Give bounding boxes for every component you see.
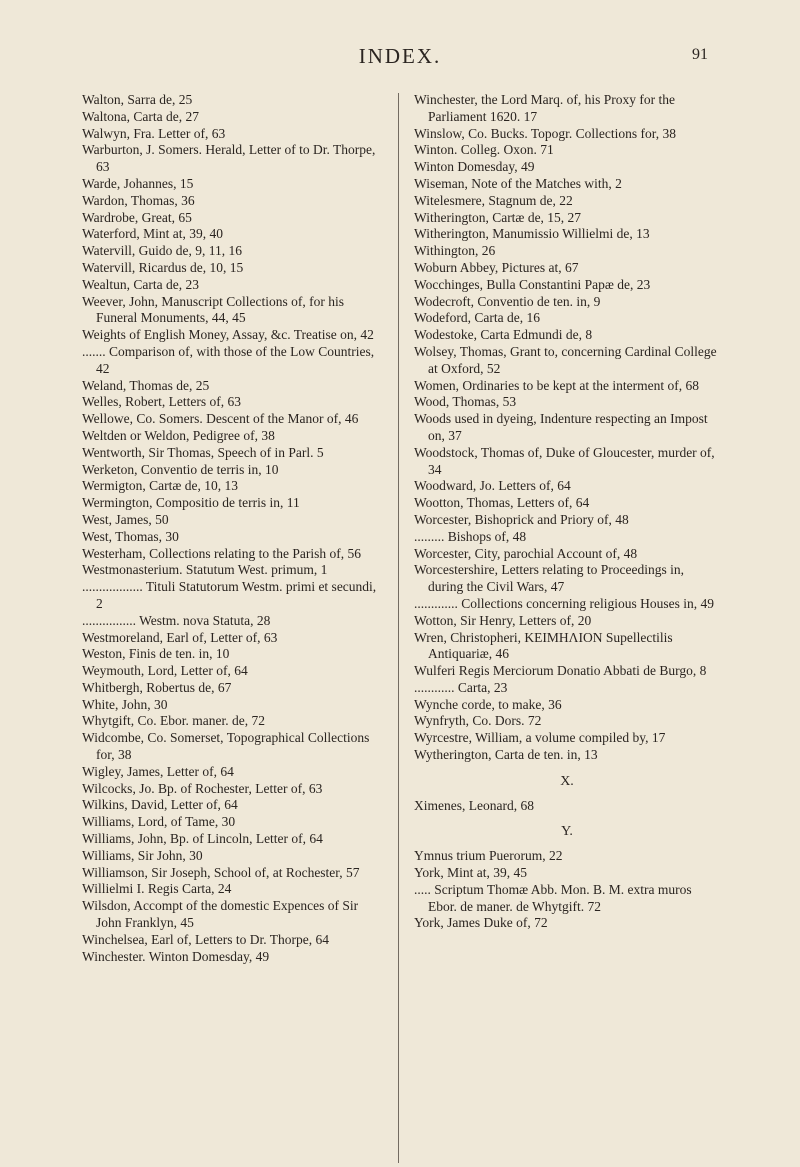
- w-entries: [414, 92, 720, 764]
- index-entry: West, James, 50: [82, 511, 169, 527]
- index-entry: Wilkins, David, Letter of, 64: [82, 797, 238, 813]
- index-entry: Warde, Johannes, 15: [82, 175, 194, 191]
- index-entry: Watervill, Ricardus de, 10, 15: [82, 259, 244, 275]
- index-entry: Wermigton, Cartæ de, 10, 13: [82, 478, 239, 494]
- index-entry: Wellowe, Co. Somers. Descent of the Manor of, 46: [82, 411, 359, 427]
- right-index-column: [414, 92, 720, 932]
- index-entry: Waterford, Mint at, 39, 40: [82, 226, 224, 242]
- y-entries: [414, 848, 720, 932]
- index-entry: Wodeford, Carta de, 16: [414, 310, 540, 326]
- index-entry: Wood, Thomas, 53: [414, 394, 517, 410]
- index-entry: Whytgift, Co. Ebor. maner. de, 72: [82, 713, 265, 729]
- index-entry: Worcester, Bishoprick and Priory of, 48: [414, 511, 629, 527]
- index-entry: Wotton, Sir Henry, Letters of, 20: [414, 612, 592, 628]
- index-entry: Wilsdon, Accompt of the domestic Expences of Sir John Franklyn, 45: [82, 898, 359, 931]
- section-heading-x: X.: [560, 773, 574, 789]
- index-entry: Williams, Sir John, 30: [82, 847, 203, 863]
- index-entry: ............. Collections concerning religious Houses in, 49: [414, 595, 714, 611]
- index-entry: Whitbergh, Robertus de, 67: [82, 679, 232, 695]
- index-entry: Winchester. Winton Domesday, 49: [82, 948, 270, 964]
- index-entry: Willielmi I. Regis Carta, 24: [82, 881, 232, 897]
- index-entry: Ymnus trium Puerorum, 22: [414, 848, 563, 864]
- index-entry: Woburn Abbey, Pictures at, 67: [414, 259, 579, 275]
- index-entry: Wolsey, Thomas, Grant to, concerning Cardinal College at Oxford, 52: [414, 343, 717, 376]
- index-entry: Westerham, Collections relating to the Parish of, 56: [82, 545, 361, 561]
- index-entry: Wodecroft, Conventio de ten. in, 9: [414, 293, 601, 309]
- index-entry: Williams, Lord, of Tame, 30: [82, 814, 236, 830]
- index-entry: Wynche corde, to make, 36: [414, 696, 562, 712]
- index-entry: Williams, John, Bp. of Lincoln, Letter of, 64: [82, 831, 323, 847]
- index-entry: Withington, 26: [414, 243, 496, 259]
- index-entry: Weever, John, Manuscript Collections of, for his Funeral Monuments, 44, 45: [82, 293, 344, 326]
- index-entry: Westmoreland, Earl of, Letter of, 63: [82, 629, 278, 645]
- index-entry: Wulferi Regis Merciorum Donatio Abbati de Burgo, 8: [414, 663, 707, 679]
- index-entry: York, James Duke of, 72: [414, 915, 548, 931]
- index-entry: Watervill, Guido de, 9, 11, 16: [82, 243, 243, 259]
- index-entry: Williamson, Sir Joseph, School of, at Rochester, 57: [82, 864, 360, 880]
- index-entry: Women, Ordinaries to be kept at the interment of, 68: [414, 377, 699, 393]
- index-entry: Weltden or Weldon, Pedigree of, 38: [82, 427, 275, 443]
- index-entry: Warburton, J. Somers. Herald, Letter of to Dr. Thorpe, 63: [82, 142, 376, 175]
- index-entry: Widcombe, Co. Somerset, Topographical Collections for, 38: [82, 730, 370, 763]
- index-entry: Worcester, City, parochial Account of, 48: [414, 545, 638, 561]
- index-entry: Weston, Finis de ten. in, 10: [82, 646, 230, 662]
- index-entry: Wytherington, Carta de ten. in, 13: [414, 747, 598, 763]
- index-entry: Woods used in dyeing, Indenture respecting an Impost on, 37: [414, 411, 708, 443]
- index-entry: Wynfryth, Co. Dors. 72: [414, 713, 542, 729]
- index-entry: White, John, 30: [82, 696, 168, 712]
- index-entry: Winchelsea, Earl of, Letters to Dr. Thorpe, 64: [82, 931, 330, 947]
- index-entry: Winton. Colleg. Oxon. 71: [414, 142, 554, 158]
- index-entry: Witherington, Manumissio Willielmi de, 13: [414, 226, 650, 242]
- index-entry: Worcestershire, Letters relating to Proceedings in, during the Civil Wars, 47: [414, 562, 684, 595]
- index-entry: Wardrobe, Great, 65: [82, 209, 192, 225]
- index-entry: ............ Carta, 23: [414, 679, 508, 695]
- index-entry: Woodward, Jo. Letters of, 64: [414, 478, 571, 494]
- index-entry: West, Thomas, 30: [82, 528, 179, 544]
- index-entry: Wootton, Thomas, Letters of, 64: [414, 495, 590, 511]
- index-entry: York, Mint at, 39, 45: [414, 865, 528, 881]
- index-entry: Winslow, Co. Bucks. Topogr. Collections for, 38: [414, 125, 676, 141]
- section-heading-y: Y.: [561, 824, 573, 840]
- running-title: INDEX.: [358, 44, 442, 68]
- index-entry: Walwyn, Fra. Letter of, 63: [82, 125, 226, 141]
- index-entry: Winchester, the Lord Marq. of, his Proxy for the Parliament 1620. 17: [414, 92, 675, 124]
- index-entry: Wermington, Compositio de terris in, 11: [82, 495, 300, 511]
- index-entry: Walton, Sarra de, 25: [82, 92, 193, 107]
- index-entry: Witherington, Cartæ de, 15, 27: [414, 209, 582, 225]
- index-entry: Wilcocks, Jo. Bp. of Rochester, Letter of, 63: [82, 780, 323, 796]
- index-entry: .................. Tituli Statutorum Westm. primi et secundi, 2: [82, 579, 377, 611]
- index-entry: Wocchinges, Bulla Constantini Papæ de, 23: [414, 276, 651, 292]
- index-entry: Westmonasterium. Statutum West. primum, 1: [82, 562, 328, 578]
- index-entry: Waltona, Carta de, 27: [82, 108, 199, 124]
- index-entry: ......... Bishops of, 48: [414, 528, 527, 544]
- index-entry: Welles, Robert, Letters of, 63: [82, 394, 241, 410]
- left-index-column: [82, 92, 384, 965]
- index-entry: Weymouth, Lord, Letter of, 64: [82, 663, 248, 679]
- index-entry: Winton Domesday, 49: [414, 159, 535, 175]
- index-entry: Weland, Thomas de, 25: [82, 377, 210, 393]
- index-entry: Witelesmere, Stagnum de, 22: [414, 192, 573, 208]
- index-entry: Wealtun, Carta de, 23: [82, 276, 199, 292]
- index-entry: ....... Comparison of, with those of the Low Countries, 42: [82, 343, 375, 376]
- index-entry: Wren, Christopheri, ΚΕΙΜΗΛΙΟΝ Supellectilis Antiquariæ, 46: [414, 629, 673, 662]
- index-entry: Wigley, James, Letter of, 64: [82, 763, 234, 779]
- index-entry: Werketon, Conventio de terris in, 10: [82, 461, 279, 477]
- index-entry: Wyrcestre, William, a volume compiled by, 17: [414, 730, 666, 746]
- column-divider: [398, 93, 399, 1163]
- index-entry: Wardon, Thomas, 36: [82, 192, 195, 208]
- x-entries: [414, 798, 720, 815]
- index-entry: Woodstock, Thomas of, Duke of Gloucester, murder of, 34: [414, 444, 715, 477]
- index-entry: Wodestoke, Carta Edmundi de, 8: [414, 327, 593, 343]
- index-entry: ..... Scriptum Thomæ Abb. Mon. B. M. extra muros Ebor. de maner. de Whytgift. 72: [414, 881, 692, 914]
- index-entry: Ximenes, Leonard, 68: [414, 797, 534, 813]
- index-entry: Wentworth, Sir Thomas, Speech of in Parl. 5: [82, 444, 324, 460]
- index-entry: Wiseman, Note of the Matches with, 2: [414, 175, 622, 191]
- running-head: [0, 44, 800, 74]
- page-number: 91: [692, 46, 708, 63]
- index-entry: ................ Westm. nova Statuta, 28: [82, 612, 271, 628]
- index-entry: Weights of English Money, Assay, &c. Treatise on, 42: [82, 327, 374, 343]
